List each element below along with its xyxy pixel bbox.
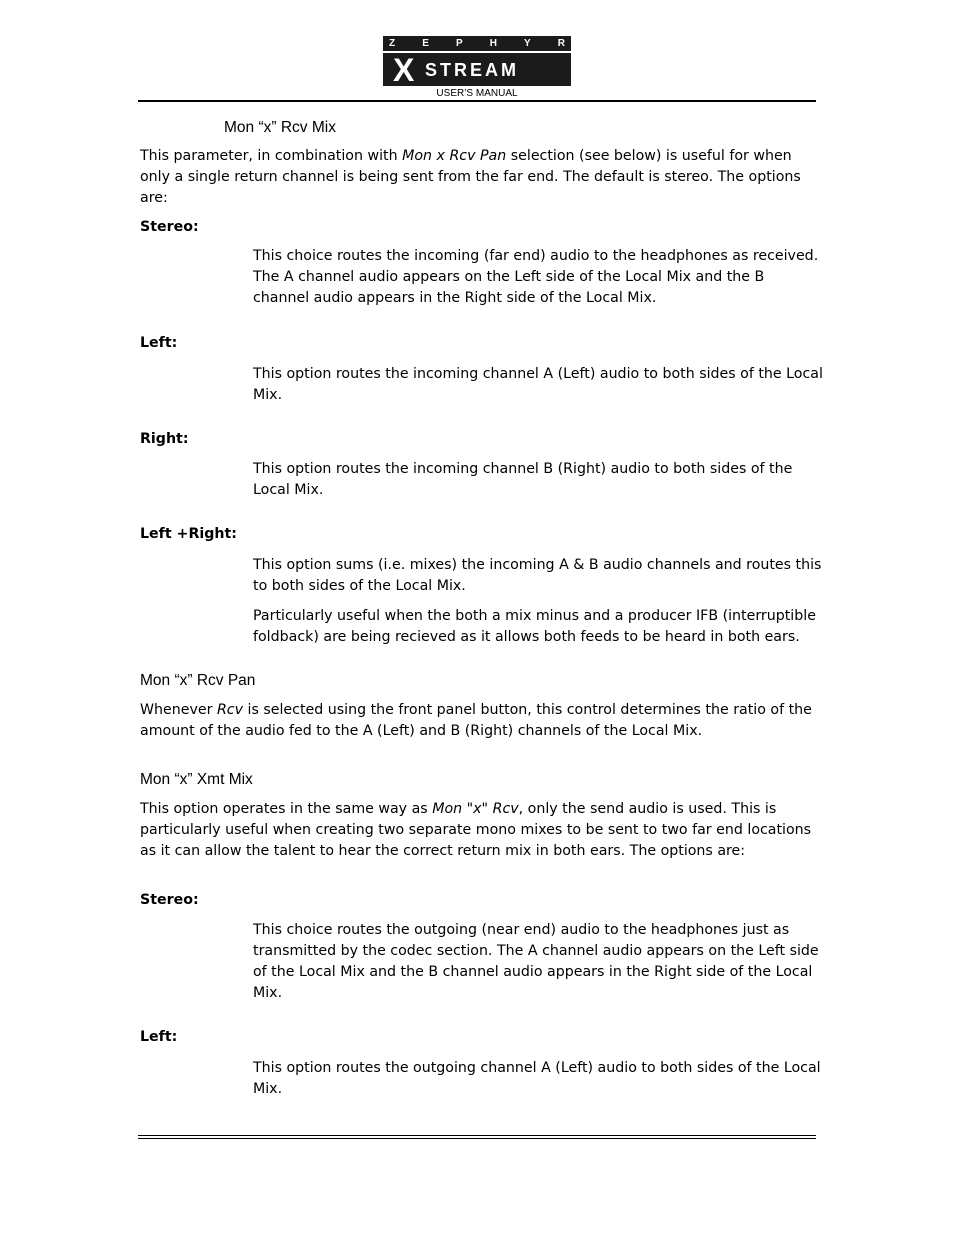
- users-manual-label: USER’S MANUAL: [436, 88, 518, 99]
- option-description: This choice routes the outgoing (near end) audio to the headphones just as transmitted by the codec section. The A channel audio appears on the Left side of the Local Mix and the B channel audio appears in the Right side of the Local Mix.: [253, 922, 819, 1001]
- footer-divider: [138, 1135, 816, 1136]
- logo-letter: P: [455, 38, 463, 49]
- xmt-mix-intro-text: This option operates in the same way as: [140, 801, 433, 817]
- logo-letter: R: [557, 38, 565, 49]
- zephyr-xstream-logo: [383, 36, 571, 86]
- header-divider: [138, 100, 816, 102]
- logo-letter: H: [489, 38, 497, 49]
- logo-zephyr-band: [383, 36, 571, 51]
- option-term: Left:: [140, 335, 178, 351]
- option-description: This option routes the incoming channel B (Right) audio to both sides of the Local Mix.: [253, 461, 793, 498]
- rcv-pan-text-part: Whenever: [140, 702, 217, 718]
- rcv-mix-intro-text: This parameter, in combination with: [140, 148, 403, 164]
- option-description: This option routes the incoming channel A (Left) audio to both sides of the Local Mix.: [253, 366, 823, 403]
- rcv-pan-emphasis: Rcv: [216, 702, 243, 718]
- rcv-pan-text: [140, 700, 820, 742]
- section-title-rcv-pan: Mon “x” Rcv Pan: [140, 672, 256, 689]
- logo-wordmark: STREAM: [425, 60, 519, 80]
- option-term: Left +Right:: [140, 526, 237, 542]
- xmt-mix-intro-text: , only the send audio is used. This is particularly useful when creating two separate mono mixes to be sent to two far end locations as it can allow the talent to hear the correct return mix in both ears. The options are:: [140, 801, 812, 859]
- xmt-mix-intro-emphasis: Mon "x" Rcv: [432, 801, 519, 817]
- rcv-mix-intro-text: selection (see below) is useful for when only a single return channel is being sent from the far end. The default is stereo. The options are:: [140, 148, 801, 206]
- logo-x-mark: X: [393, 52, 414, 88]
- logo-letter: Y: [524, 38, 531, 49]
- rcv-pan-text-part: is selected using the front panel button, this control determines the ratio of the amount of the audio fed to the A (Left) and B (Right) channels of the Local Mix.: [140, 702, 812, 739]
- option-term: Right:: [140, 431, 189, 447]
- logo-xstream-band: [383, 53, 571, 86]
- option-description: This option routes the outgoing channel A (Left) audio to both sides of the Local Mix.: [253, 1060, 821, 1097]
- section-title-rcv-mix: Mon “x” Rcv Mix: [224, 119, 336, 136]
- logo-letter: Z: [389, 38, 396, 49]
- option-term: Stereo:: [140, 892, 199, 908]
- footer-divider: [138, 1138, 816, 1139]
- option-description-note: Particularly useful when the both a mix minus and a producer IFB (interruptible foldback) are being recieved as it allows both feeds to be heard in both ears.: [253, 608, 816, 645]
- option-term: Left:: [140, 1029, 178, 1045]
- option-description: This choice routes the incoming (far end) audio to the headphones as received. The A channel audio appears on the Left side of the Local Mix and the B channel audio appears in the Right side of the Local Mix.: [253, 248, 819, 306]
- rcv-mix-intro-emphasis: Mon x Rcv Pan: [402, 148, 507, 164]
- logo-letter: E: [422, 38, 429, 49]
- option-term: Stereo:: [140, 219, 199, 235]
- rcv-mix-intro: [140, 146, 820, 209]
- section-title-xmt-mix: Mon “x” Xmt Mix: [140, 771, 253, 788]
- option-description: This option sums (i.e. mixes) the incoming A & B audio channels and routes this to both sides of the Local Mix.: [253, 557, 822, 594]
- xmt-mix-intro: [140, 799, 820, 862]
